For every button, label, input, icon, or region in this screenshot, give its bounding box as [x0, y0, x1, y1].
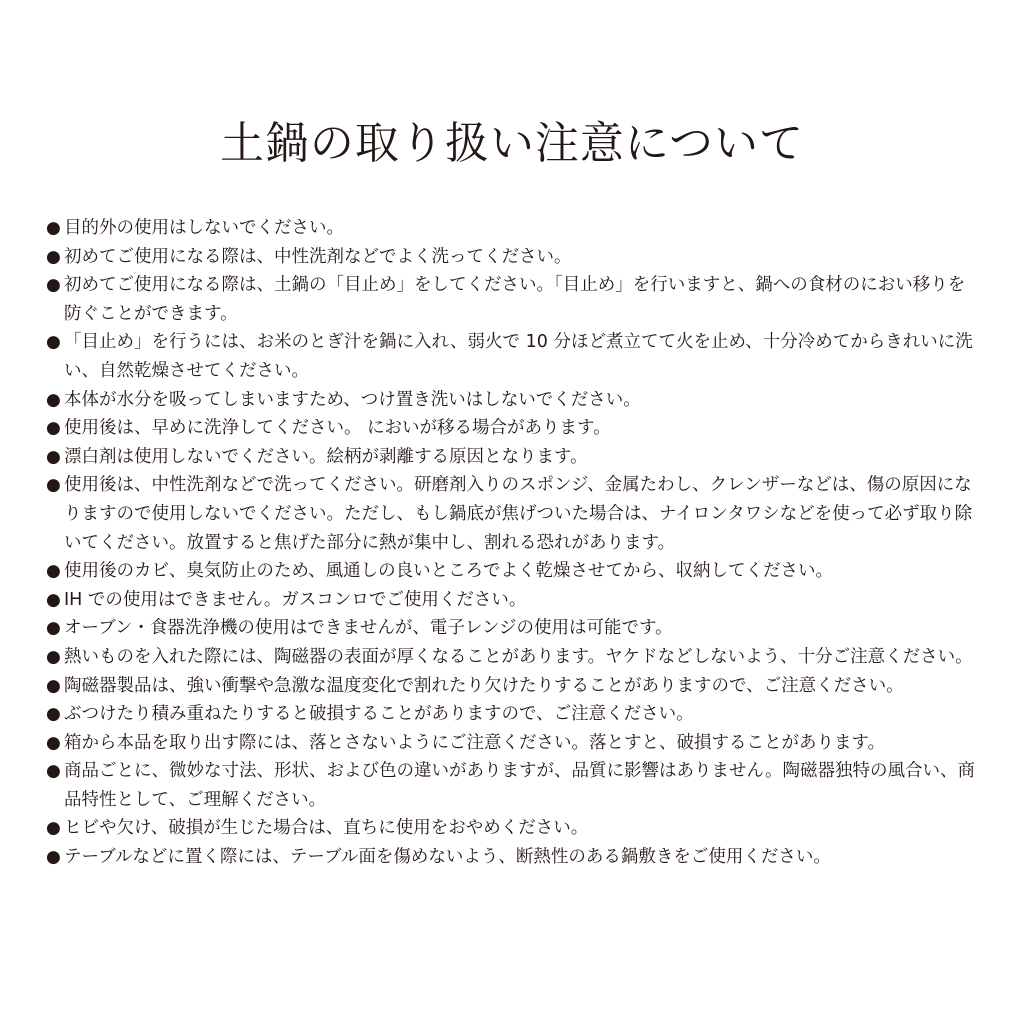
list-item-text: 初めてご使用になる際は、中性洗剤などでよく洗ってください。 — [64, 246, 572, 267]
bullet-icon: ● — [46, 561, 61, 582]
bullet-icon: ● — [46, 847, 61, 868]
bullet-icon: ● — [46, 389, 61, 410]
bullet-icon: ● — [46, 732, 61, 753]
list-item — [46, 386, 976, 415]
list-item — [46, 757, 976, 814]
bullet-icon: ● — [46, 275, 61, 296]
page-title: 土鍋の取り扱い注意について — [219, 118, 805, 169]
list-item-text: 箱から本品を取り出す際には、落とさないようにご注意ください。落とすと、破損することがあります。 — [64, 732, 886, 753]
list-item-text: 商品ごとに、微妙な寸法、形状、および色の違いがありますが、品質に影響はありません。陶磁器独特の風合い、商品特性として、ご理解ください。 — [64, 761, 976, 810]
list-item — [46, 328, 976, 385]
list-item-text: 初めてご使用になる際は、土鍋の「目止め」をしてください。「目止め」を行いますと、鍋への食材のにおい移りを防ぐことができます。 — [64, 275, 966, 324]
caution-list — [46, 214, 976, 872]
list-item-text: ぶつけたり積み重ねたりすると破損することがありますので、ご注意ください。 — [64, 704, 694, 725]
list-item-text: 使用後は、中性洗剤などで洗ってください。研磨剤入りのスポンジ、金属たわし、クレンザーなどは、傷の原因になりますので使用しないでください。ただし、もし鍋底が焦げついた場合は、ナイロンタワシなどを使って必ず取り除いてください。放置すると焦げた部分に熱が集中し、割れる恐れがあります。 — [64, 475, 973, 553]
bullet-icon: ● — [46, 675, 61, 696]
bullet-icon: ● — [46, 646, 61, 667]
list-item-text: ヒビや欠け、破損が生じた場合は、直ちに使用をおやめください。 — [64, 818, 589, 839]
bullet-icon: ● — [46, 704, 61, 725]
bullet-icon: ● — [46, 218, 61, 238]
list-item — [46, 414, 976, 443]
bullet-icon: ● — [46, 589, 61, 610]
list-item — [46, 243, 976, 272]
list-item — [46, 643, 976, 672]
list-item-text: テーブルなどに置く際には、テーブル面を傷めないよう、断熱性のある鍋敷きをご使用ください。 — [64, 847, 831, 868]
list-item-text: 「目止め」を行うには、お米のとぎ汁を鍋に入れ、弱火で 10 分ほど煮立てて火を止め、十分冷めてからきれいに洗い、自然乾燥させてください。 — [64, 332, 973, 381]
list-item-text: 使用後は、早めに洗浄してください。 においが移る場合があります。 — [64, 418, 611, 439]
list-item — [46, 700, 976, 729]
list-item-text: 陶磁器製品は、強い衝撃や急激な温度変化で割れたり欠けたりすることがありますので、ご注意ください。 — [64, 675, 904, 696]
list-item — [46, 814, 976, 843]
bullet-icon: ● — [46, 332, 61, 353]
list-item-text: 熱いものを入れた際には、陶磁器の表面が厚くなることがあります。ヤケドなどしないよう、十分ご注意ください。 — [64, 646, 973, 667]
list-item — [46, 729, 976, 758]
bullet-icon: ● — [46, 618, 61, 639]
list-item-text: 使用後のカビ、臭気防止のため、風通しの良いところでよく乾燥させてから、収納してください。 — [64, 561, 833, 582]
list-item — [46, 214, 976, 243]
list-item-text: 目的外の使用はしないでください。 — [64, 218, 344, 238]
list-item-text: IH での使用はできません。ガスコンロでご使用ください。 — [64, 589, 527, 610]
list-item — [46, 557, 976, 586]
list-item — [46, 586, 976, 615]
bullet-icon: ● — [46, 418, 61, 439]
list-item — [46, 614, 976, 643]
bullet-icon: ● — [46, 246, 61, 267]
list-item — [46, 843, 976, 872]
bullet-icon: ● — [46, 475, 61, 496]
list-item-text: オーブン・食器洗浄機の使用はできませんが、電子レンジの使用は可能です。 — [64, 618, 673, 639]
list-item — [46, 271, 976, 328]
bullet-icon: ● — [46, 761, 61, 782]
bullet-icon: ● — [46, 446, 61, 467]
list-item-text: 漂白剤は使用しないでください。絵柄が剥離する原因となります。 — [64, 446, 588, 467]
list-item — [46, 443, 976, 472]
list-item — [46, 471, 976, 557]
list-item-text: 本体が水分を吸ってしまいますため、つけ置き洗いはしないでください。 — [64, 389, 641, 410]
list-item — [46, 672, 976, 701]
bullet-icon: ● — [46, 818, 61, 839]
